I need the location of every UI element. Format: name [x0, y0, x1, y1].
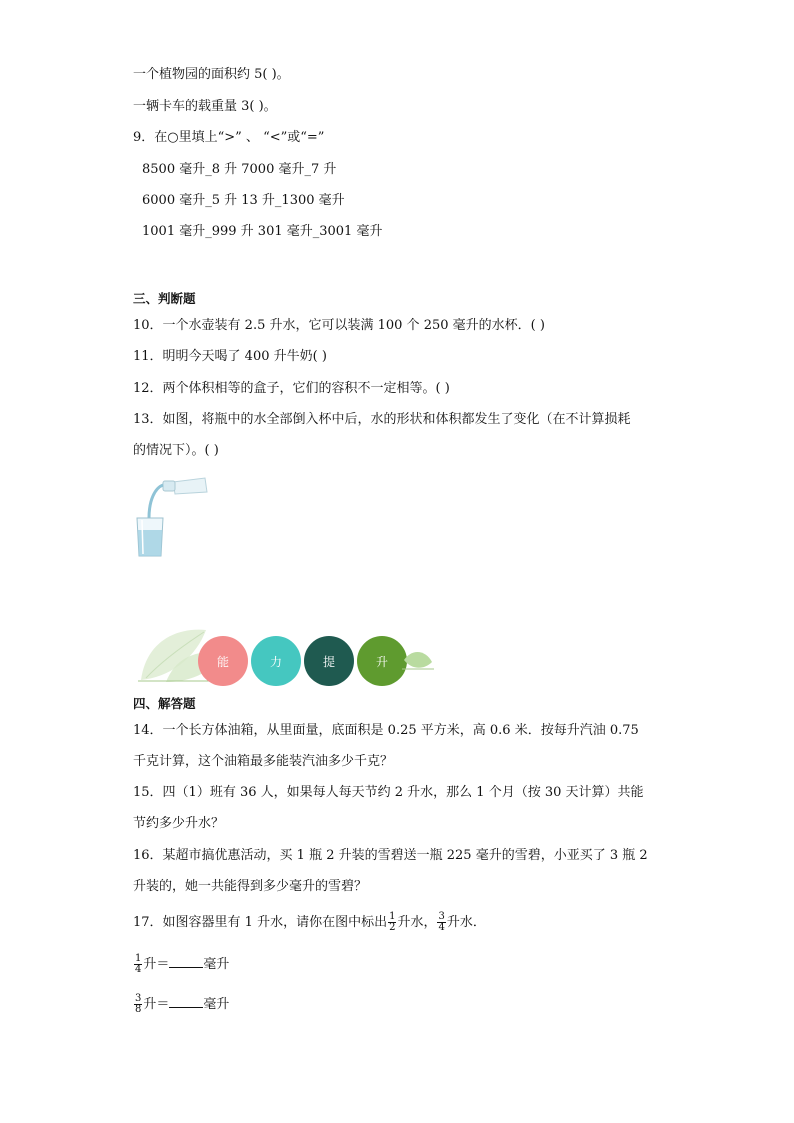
section-3-title: 三、判断题 [133, 291, 196, 306]
compare-row-3: 1001 毫升_999 升 301 毫升_3001 毫升 [142, 224, 383, 239]
question-14-line-2: 千克计算，这个油箱最多能装汽油多少千克？ [133, 754, 394, 769]
fraction-three-quarters: $\frac{3}{4}$ [438, 911, 445, 933]
question-17-middle: 升水， [397, 915, 437, 930]
banner-circle-4: 升 [357, 636, 407, 686]
section-4-title: 四、解答题 [133, 696, 196, 711]
question-10: 10．一个水壶装有 2.5 升水，它可以装满 100 个 250 毫升的水杯．( ) [133, 318, 545, 333]
answer-blank-2[interactable] [169, 995, 203, 1008]
compare-row-2: 6000 毫升_5 升 13 升_1300 毫升 [142, 193, 345, 208]
bottle-pouring-water-image [133, 470, 209, 560]
compare-row-1: 8500 毫升_8 升 7000 毫升_7 升 [142, 162, 337, 177]
line-truck-load: 一辆卡车的载重量 3( )。 [133, 99, 277, 114]
banner-circle-2: 力 [251, 636, 301, 686]
question-15-line-2: 节约多少升水？ [133, 816, 225, 831]
question-12: 12．两个体积相等的盒子，它们的容积不一定相等。( ) [133, 381, 450, 396]
question-11: 11．明明今天喝了 400 升牛奶( ) [133, 349, 327, 364]
fraction-one-quarter: $\frac{1}{4}$ [135, 953, 142, 975]
leaf-decoration-right [402, 648, 434, 670]
fraction-one-half: $\frac{1}{2}$ [389, 911, 396, 933]
banner-circle-3: 提 [304, 636, 354, 686]
conversion-quarter-liter: $\frac{1}{4}$ 升＝ 毫升 [135, 953, 230, 975]
question-9: 9．在○里填上“>” 、 “<”或“=” [133, 130, 325, 145]
question-17-prefix: 17．如图容器里有 1 升水，请你在图中标出 [133, 915, 388, 930]
conversion-three-eighths-liter: $\frac{3}{8}$ 升＝ 毫升 [135, 993, 230, 1015]
question-14-line-1: 14．一个长方体油箱，从里面量，底面积是 0.25 平方米，高 0.6 米．按每升汽油 0.75 [133, 723, 639, 738]
question-17-suffix: 升水． [446, 915, 486, 930]
fraction-three-eighths: $\frac{3}{8}$ [135, 993, 142, 1015]
banner-circle-1: 能 [198, 636, 248, 686]
question-16-line-1: 16．某超市搞优惠活动，买 1 瓶 2 升装的雪碧送一瓶 225 毫升的雪碧，小亚买了 3 瓶 2 [133, 848, 648, 863]
question-17 [133, 912, 486, 933]
question-15-line-1: 15．四（1）班有 36 人，如果每人每天节约 2 升水，那么 1 个月（按 30 天计算）共能 [133, 785, 644, 800]
question-16-line-2: 升装的，她一共能得到多少毫升的雪碧？ [133, 879, 368, 894]
line-plant-garden: 一个植物园的面积约 5( )。 [133, 67, 290, 82]
answer-blank-1[interactable] [169, 955, 203, 968]
question-13-line-2: 的情况下）。( ) [133, 443, 219, 458]
question-13-line-1: 13．如图，将瓶中的水全部倒入杯中后，水的形状和体积都发生了变化（在不计算损耗 [133, 412, 631, 427]
